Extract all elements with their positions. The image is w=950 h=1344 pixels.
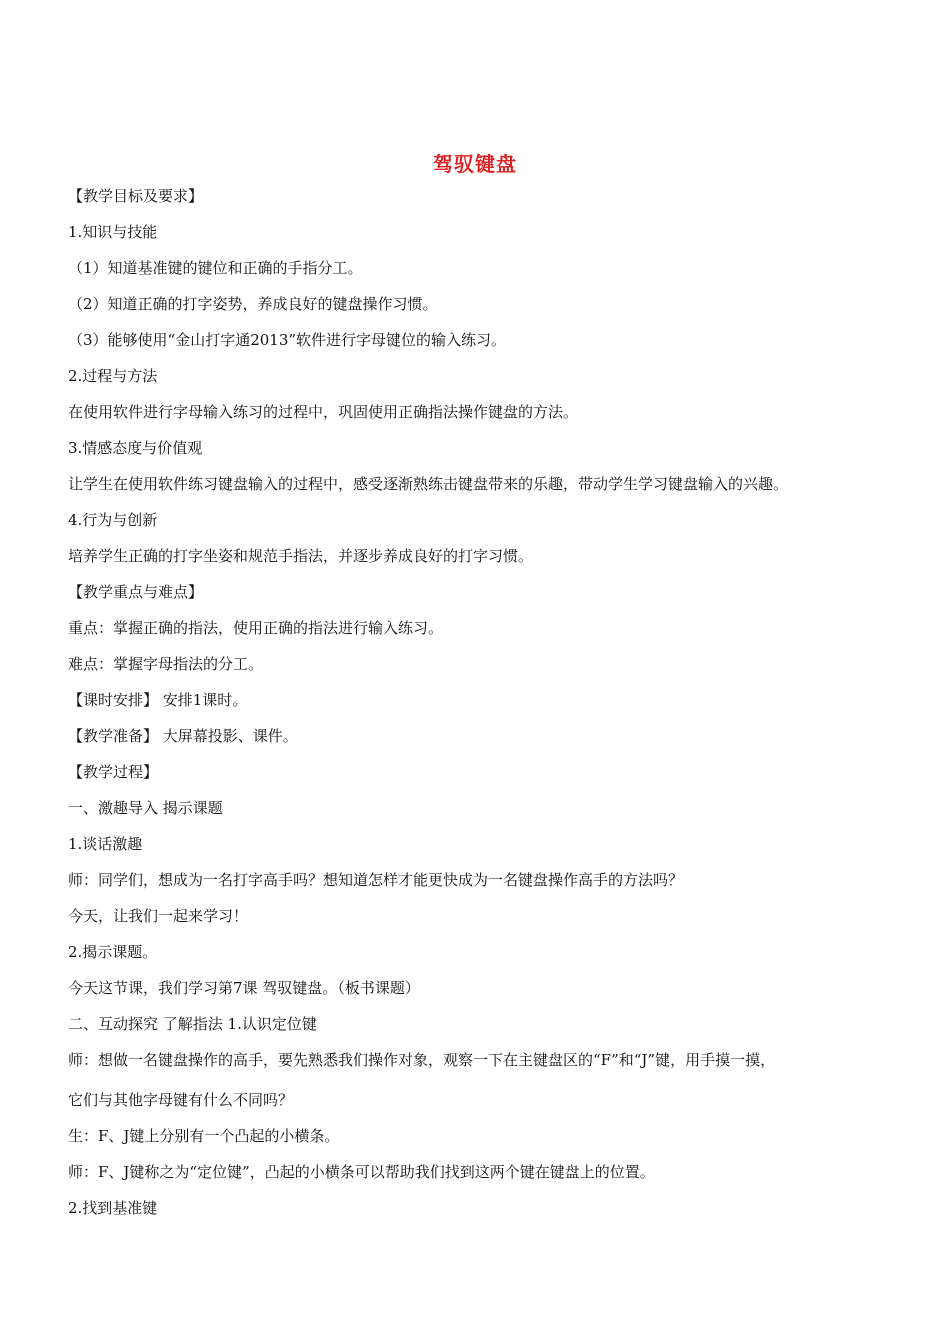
subsection-heading: 2.揭示课题。: [68, 943, 158, 961]
section-heading: 【教学重点与难点】: [68, 583, 204, 601]
paragraph: 在使用软件进行字母输入练习的过程中，巩固使用正确指法操作键盘的方法。: [68, 403, 579, 421]
subsection-heading: 1.知识与技能: [68, 223, 158, 241]
paragraph: 【教学准备】 大屏幕投影、课件。: [68, 727, 298, 745]
paragraph: （3）能够使用“金山打字通2013”软件进行字母键位的输入练习。: [68, 331, 507, 349]
paragraph: 难点：掌握字母指法的分工。: [68, 655, 264, 673]
paragraph: 它们与其他字母键有什么不同吗？: [68, 1091, 294, 1109]
paragraph: 【课时安排】 安排1课时。: [68, 691, 248, 709]
subsection-heading: 1.谈话激趣: [68, 835, 143, 853]
paragraph: （1）知道基准键的键位和正确的手指分工。: [68, 259, 363, 277]
paragraph: 生：F、J键上分别有一个凸起的小横条。: [68, 1127, 340, 1145]
subsection-heading: 2.找到基准键: [68, 1199, 158, 1217]
section-heading: 【教学过程】: [68, 763, 159, 781]
paragraph: 今天这节课，我们学习第7课 驾驭键盘。（板书课题）: [68, 979, 420, 997]
paragraph: 培养学生正确的打字坐姿和规范手指法，并逐步养成良好的打字习惯。: [68, 547, 534, 565]
document-body: [68, 178, 898, 1226]
paragraph: 师：F、J键称之为“定位键”，凸起的小横条可以帮助我们找到这两个键在键盘上的位置。: [68, 1163, 655, 1181]
paragraph: 师：想做一名键盘操作的高手，要先熟悉我们操作对象，观察一下在主键盘区的“F”和“J”键，用手摸一摸，: [68, 1051, 776, 1069]
paragraph: 重点：掌握正确的指法，使用正确的指法进行输入练习。: [68, 619, 444, 637]
subsection-heading: 3.情感态度与价值观: [68, 439, 203, 457]
paragraph: （2）知道正确的打字姿势，养成良好的键盘操作习惯。: [68, 295, 438, 313]
subsection-heading: 一、激趣导入 揭示课题: [68, 799, 223, 817]
section-heading: 【教学目标及要求】: [68, 187, 204, 205]
paragraph: 师：同学们，想成为一名打字高手吗？想知道怎样才能更快成为一名键盘操作高手的方法吗？: [68, 871, 684, 889]
paragraph: 今天，让我们一起来学习！: [68, 907, 249, 925]
paragraph: 让学生在使用软件练习键盘输入的过程中，感受逐渐熟练击键盘带来的乐趣，带动学生学习键盘输入的兴趣。: [68, 475, 789, 493]
subsection-heading: 2.过程与方法: [68, 367, 158, 385]
subsection-heading: 4.行为与创新: [68, 511, 158, 529]
document-title: 驾驭键盘: [433, 152, 517, 176]
subsection-heading: 二、互动探究 了解指法 1.认识定位键: [68, 1015, 317, 1033]
